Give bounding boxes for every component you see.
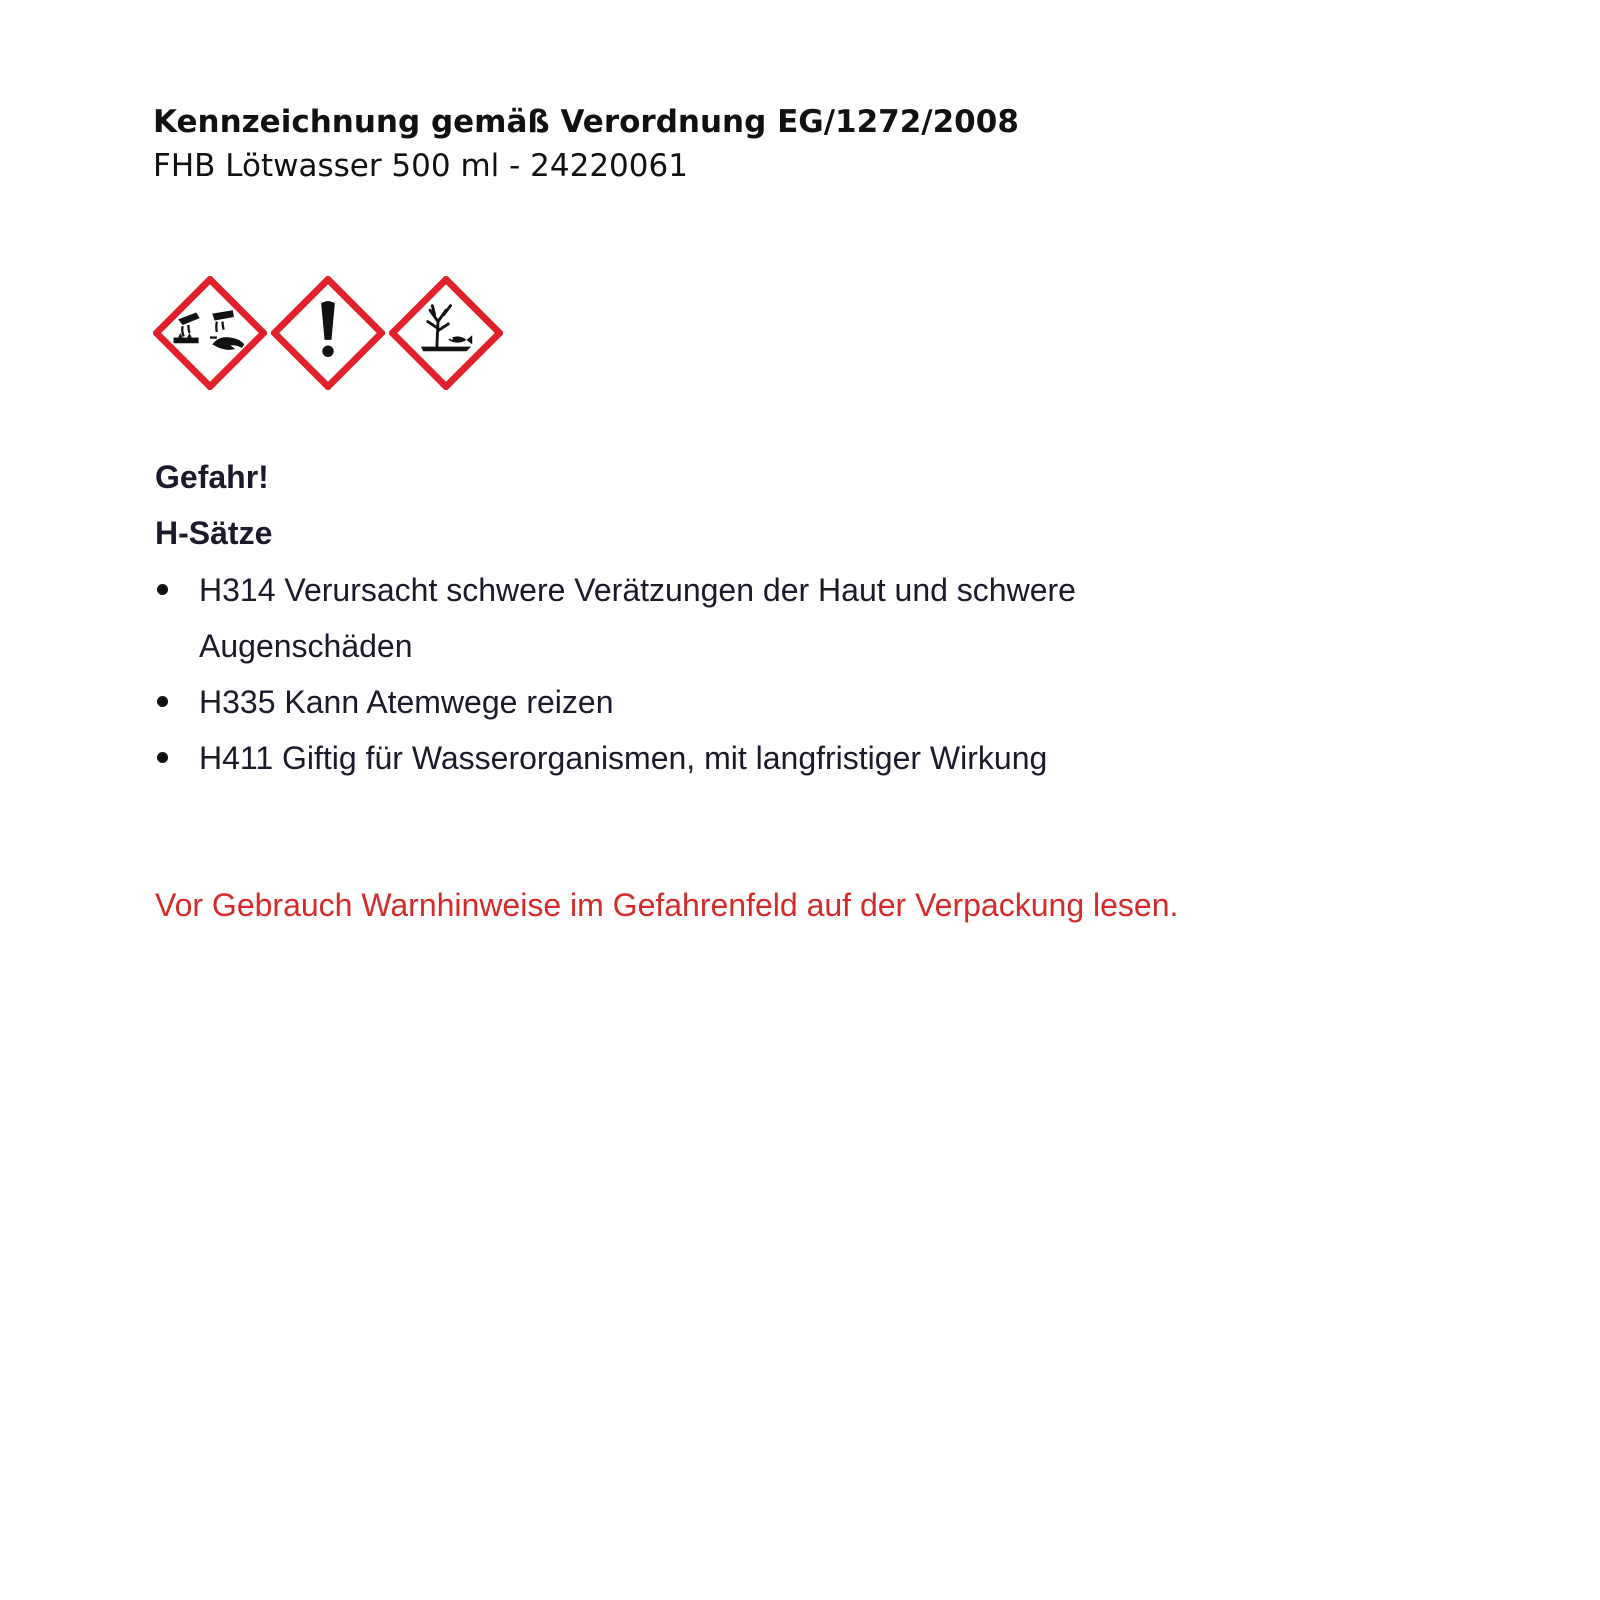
warning-notice: Vor Gebrauch Warnhinweise im Gefahrenfeld auf der Verpackung lesen.: [155, 887, 1179, 923]
bullet-icon: [157, 584, 168, 595]
label-header: [153, 100, 1019, 188]
product-subtitle: FHB Lötwasser 500 ml - 24220061: [153, 148, 688, 184]
h-statements-list: [155, 562, 1255, 786]
ghs09-environment-icon: [389, 276, 503, 390]
h-statement-text: H314 Verursacht schwere Verätzungen der Haut und schwere Augenschäden: [199, 572, 1076, 664]
h-statement-text: H335 Kann Atemwege reizen: [199, 684, 614, 720]
h-statements-heading: H-Sätze: [155, 515, 273, 551]
page-title: Kennzeichnung gemäß Verordnung EG/1272/2008: [153, 104, 1019, 140]
bullet-icon: [157, 752, 168, 763]
list-item: [155, 674, 1255, 730]
list-item: [155, 562, 1255, 674]
list-item: [155, 730, 1255, 786]
hazard-section: [155, 452, 1255, 786]
bullet-icon: [157, 696, 168, 707]
ghs05-corrosion-icon: [153, 276, 267, 390]
h-statement-text: H411 Giftig für Wasserorganismen, mit langfristiger Wirkung: [199, 740, 1048, 776]
signal-word: Gefahr!: [155, 459, 269, 495]
ghs-pictograms: [153, 276, 503, 390]
ghs07-exclamation-icon: [271, 276, 385, 390]
